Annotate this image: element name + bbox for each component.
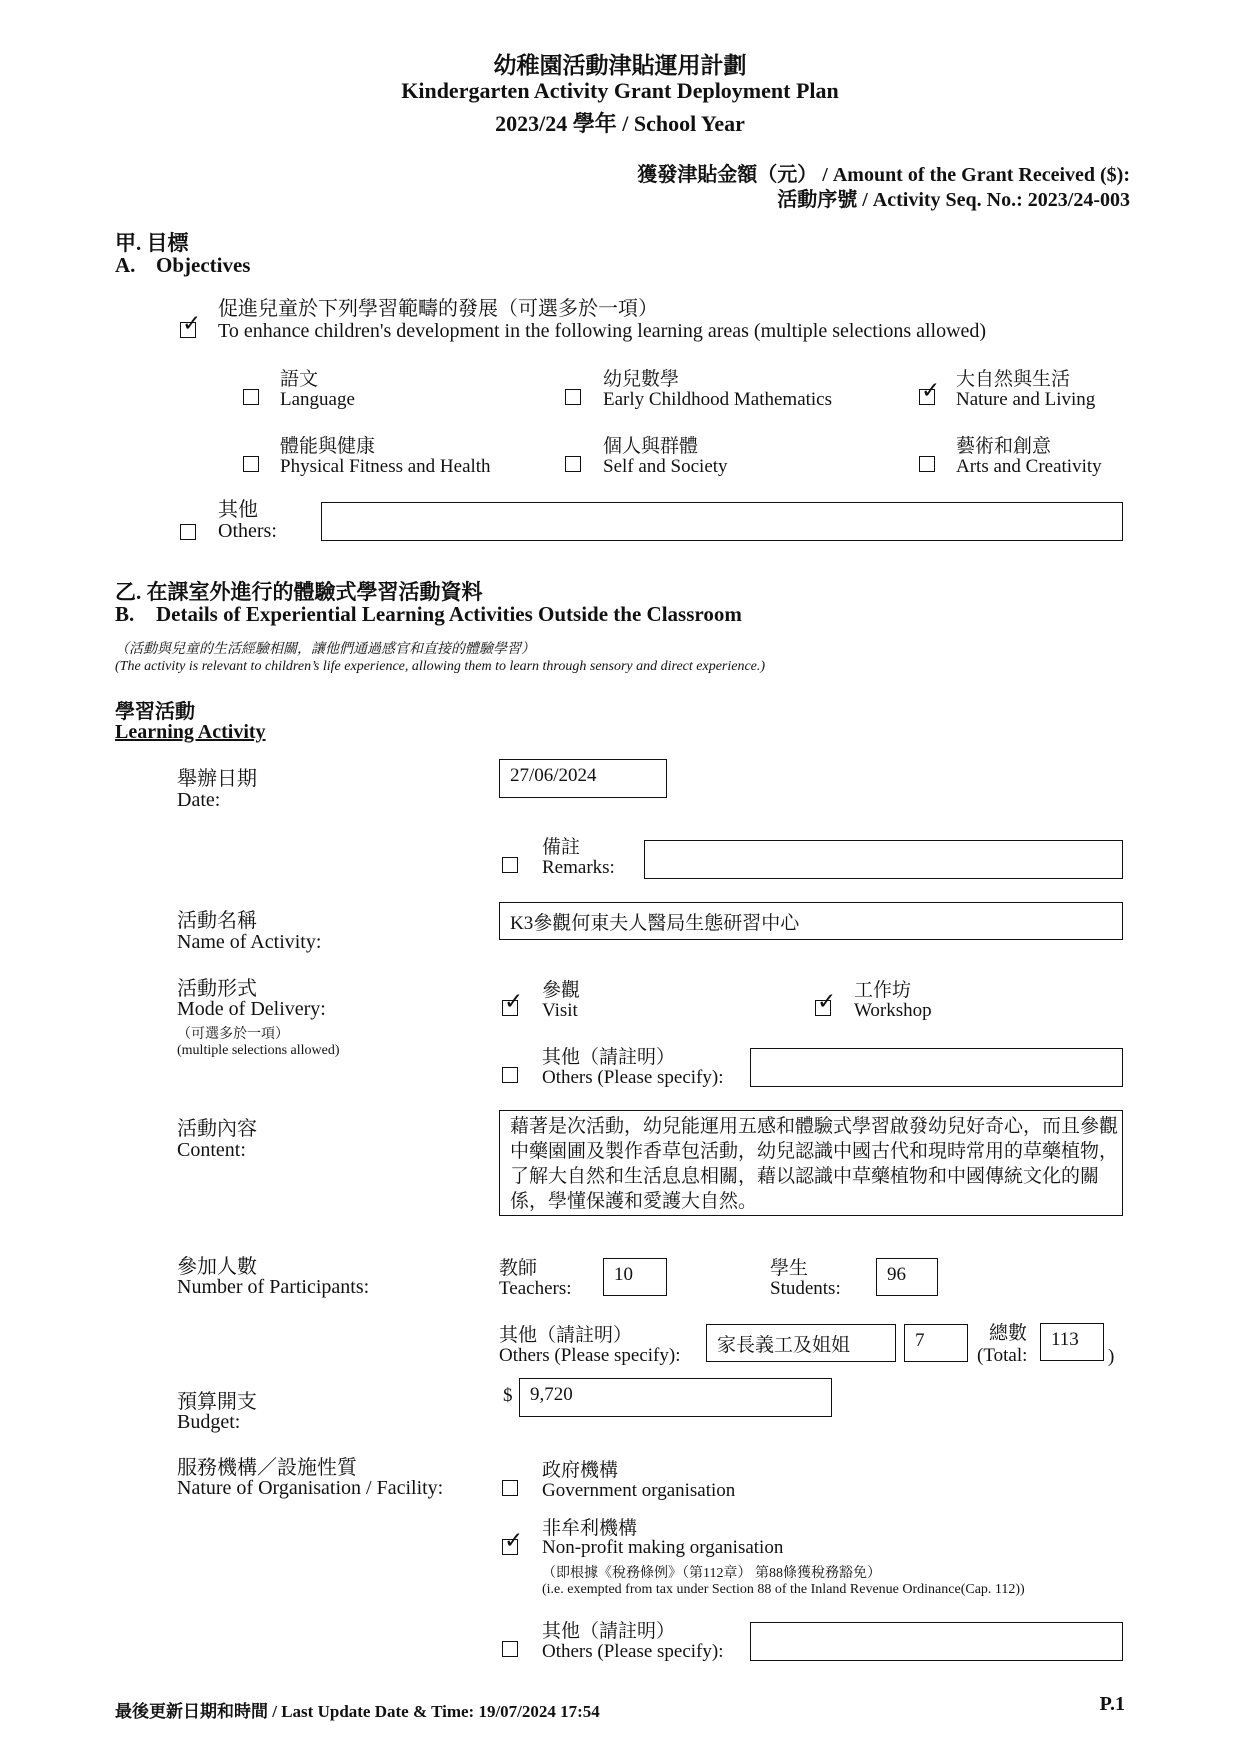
activity-name-input[interactable]: K3參觀何東夫人醫局生態研習中心 bbox=[499, 902, 1123, 940]
area-arts-en: Arts and Creativity bbox=[956, 456, 1102, 477]
section-a-heading-zh: 甲. 目標 bbox=[115, 231, 189, 255]
mode-note-zh: （可選多於一項） bbox=[177, 1027, 289, 1042]
org-others-checkbox[interactable] bbox=[502, 1641, 518, 1657]
participants-label-zh: 參加人數 bbox=[177, 1256, 257, 1278]
checkmark-icon: ✓ bbox=[182, 311, 202, 337]
area-language-zh: 語文 bbox=[280, 369, 319, 390]
section-b-note-zh: （活動與兒童的生活經驗相關，讓他們通過感官和直接的體驗學習） bbox=[115, 642, 535, 657]
mode-label-zh: 活動形式 bbox=[177, 978, 257, 1000]
area-arts-zh: 藝術和創意 bbox=[956, 436, 1052, 457]
students-label-zh: 學生 bbox=[770, 1258, 809, 1279]
org-others-en: Others (Please specify): bbox=[542, 1641, 724, 1662]
grant-amount-label: 獲發津貼金額（元） / Amount of the Grant Received ($): bbox=[637, 164, 1130, 186]
area-self-checkbox[interactable] bbox=[565, 456, 581, 472]
budget-currency: $ bbox=[503, 1385, 513, 1406]
date-label-zh: 舉辦日期 bbox=[177, 768, 257, 790]
area-physical-en: Physical Fitness and Health bbox=[280, 456, 491, 477]
area-nature-zh: 大自然與生活 bbox=[956, 369, 1071, 390]
objective-main-label-en: To enhance children's development in the following learning areas (multiple selections allowed) bbox=[218, 320, 987, 342]
objective-others-zh: 其他 bbox=[218, 499, 258, 521]
objective-main-checkbox[interactable] bbox=[180, 311, 202, 338]
mode-label-en: Mode of Delivery: bbox=[177, 998, 326, 1020]
remarks-label-zh: 備註 bbox=[542, 837, 581, 858]
section-a-letter: A. bbox=[115, 253, 136, 277]
section-b-heading-zh: 乙. 在課室外進行的體驗式學習活動資料 bbox=[115, 580, 483, 604]
content-label-en: Content: bbox=[177, 1139, 246, 1161]
organisation-label-zh: 服務機構／設施性質 bbox=[177, 1457, 357, 1479]
students-label-en: Students: bbox=[770, 1278, 841, 1299]
teachers-input[interactable]: 10 bbox=[603, 1258, 667, 1296]
teachers-label-zh: 教師 bbox=[499, 1258, 538, 1279]
org-government-en: Government organisation bbox=[542, 1480, 736, 1501]
mode-workshop-en: Workshop bbox=[854, 1000, 932, 1021]
area-physical-zh: 體能與健康 bbox=[280, 436, 376, 457]
date-input[interactable]: 27/06/2024 bbox=[499, 759, 667, 798]
participants-label-en: Number of Participants: bbox=[177, 1276, 370, 1298]
organisation-label-en: Nature of Organisation / Facility: bbox=[177, 1477, 444, 1499]
footer-last-update: 最後更新日期和時間 / Last Update Date & Time: 19/07/2024 17:54 bbox=[115, 1702, 600, 1721]
section-b-letter: B. bbox=[115, 602, 135, 626]
area-math-en: Early Childhood Mathematics bbox=[603, 389, 833, 410]
teachers-label-en: Teachers: bbox=[499, 1278, 572, 1299]
area-language-checkbox[interactable] bbox=[243, 389, 259, 405]
area-math-zh: 幼兒數學 bbox=[603, 369, 680, 390]
school-year: 2023/24 學年 / School Year bbox=[495, 111, 745, 136]
budget-label-zh: 預算開支 bbox=[177, 1391, 257, 1413]
title-en: Kindergarten Activity Grant Deployment Plan bbox=[401, 78, 839, 103]
area-language-en: Language bbox=[280, 389, 355, 410]
area-self-zh: 個人與群體 bbox=[603, 436, 699, 457]
title-zh: 幼稚園活動津貼運用計劃 bbox=[493, 53, 747, 78]
mode-workshop-checkbox[interactable] bbox=[815, 989, 837, 1016]
mode-visit-zh: 參觀 bbox=[542, 980, 581, 1001]
org-others-zh: 其他（請註明） bbox=[542, 1621, 676, 1642]
org-others-input[interactable] bbox=[750, 1622, 1123, 1661]
org-nonprofit-note-zh: （即根據《稅務條例》（第112章） 第88條獲稅務豁免） bbox=[542, 1566, 881, 1581]
objective-others-checkbox[interactable] bbox=[180, 524, 196, 540]
checkmark-icon: ✓ bbox=[921, 378, 941, 404]
org-nonprofit-note-en: (i.e. exempted from tax under Section 88 of the Inland Revenue Ordinance(Cap. 112)) bbox=[542, 1582, 1025, 1597]
objective-main-label-zh: 促進兒童於下列學習範疇的發展（可選多於一項） bbox=[218, 298, 658, 320]
mode-workshop-zh: 工作坊 bbox=[854, 980, 912, 1001]
total-label-en: (Total: bbox=[977, 1345, 1028, 1366]
total-input[interactable]: 113 bbox=[1040, 1323, 1104, 1361]
students-input[interactable]: 96 bbox=[876, 1258, 938, 1296]
participants-others-en: Others (Please specify): bbox=[499, 1345, 681, 1366]
mode-others-input[interactable] bbox=[750, 1048, 1123, 1087]
activity-seq-label: 活動序號 / Activity Seq. No.: 2023/24-003 bbox=[777, 189, 1130, 211]
total-close-paren: ) bbox=[1108, 1346, 1115, 1367]
mode-visit-en: Visit bbox=[542, 1000, 578, 1021]
content-label-zh: 活動內容 bbox=[177, 1118, 257, 1140]
activity-name-label-en: Name of Activity: bbox=[177, 931, 322, 953]
org-government-zh: 政府機構 bbox=[542, 1460, 619, 1481]
mode-visit-checkbox[interactable] bbox=[502, 989, 524, 1016]
checkmark-icon: ✓ bbox=[817, 989, 837, 1015]
org-nonprofit-checkbox[interactable] bbox=[502, 1528, 524, 1555]
mode-note-en: (multiple selections allowed) bbox=[177, 1043, 340, 1058]
budget-label-en: Budget: bbox=[177, 1411, 241, 1433]
objective-others-en: Others: bbox=[218, 520, 277, 542]
area-physical-checkbox[interactable] bbox=[243, 456, 259, 472]
area-nature-checkbox[interactable] bbox=[919, 378, 941, 405]
participants-others-count-input[interactable]: 7 bbox=[904, 1324, 968, 1362]
participants-others-desc-input[interactable]: 家長義工及姐姐 bbox=[706, 1324, 896, 1362]
mode-others-zh: 其他（請註明） bbox=[542, 1047, 676, 1068]
area-arts-checkbox[interactable] bbox=[919, 456, 935, 472]
budget-input[interactable]: 9,720 bbox=[519, 1378, 832, 1417]
org-government-checkbox[interactable] bbox=[502, 1480, 518, 1496]
learning-activity-zh: 學習活動 bbox=[115, 701, 195, 723]
area-math-checkbox[interactable] bbox=[565, 389, 581, 405]
section-b-heading-en: Details of Experiential Learning Activities Outside the Classroom bbox=[156, 602, 742, 626]
content-textarea[interactable]: 藉著是次活動，幼兒能運用五感和體驗式學習啟發幼兒好奇心，而且參觀中藥園圃及製作香草包活動，幼兒認識中國古代和現時常用的草藥植物，了解大自然和生活息息相關，藉以認識中草藥植物和中國傳統文化的關係，學懂保護和愛護大自然。 bbox=[499, 1110, 1123, 1216]
section-a-heading-en: Objectives bbox=[156, 253, 251, 277]
remarks-label-en: Remarks: bbox=[542, 857, 615, 878]
activity-name-label-zh: 活動名稱 bbox=[177, 910, 257, 932]
mode-others-en: Others (Please specify): bbox=[542, 1067, 724, 1088]
checkmark-icon: ✓ bbox=[504, 1528, 524, 1554]
total-label-zh: 總數 bbox=[989, 1323, 1028, 1344]
remarks-input[interactable] bbox=[644, 840, 1123, 879]
learning-activity-en: Learning Activity bbox=[115, 721, 266, 743]
date-label-en: Date: bbox=[177, 789, 221, 811]
area-nature-en: Nature and Living bbox=[956, 389, 1096, 410]
org-nonprofit-zh: 非牟利機構 bbox=[542, 1518, 638, 1539]
page-number: P.1 bbox=[1099, 1693, 1125, 1715]
checkmark-icon: ✓ bbox=[504, 989, 524, 1015]
objective-others-input[interactable] bbox=[321, 502, 1123, 541]
remarks-checkbox[interactable] bbox=[502, 857, 518, 873]
area-self-en: Self and Society bbox=[603, 456, 728, 477]
mode-others-checkbox[interactable] bbox=[502, 1067, 518, 1083]
participants-others-zh: 其他（請註明） bbox=[499, 1325, 633, 1346]
org-nonprofit-en: Non-profit making organisation bbox=[542, 1537, 784, 1558]
section-b-note-en: (The activity is relevant to children’s life experience, allowing them to learn through sensory and direct experience.) bbox=[115, 659, 766, 674]
